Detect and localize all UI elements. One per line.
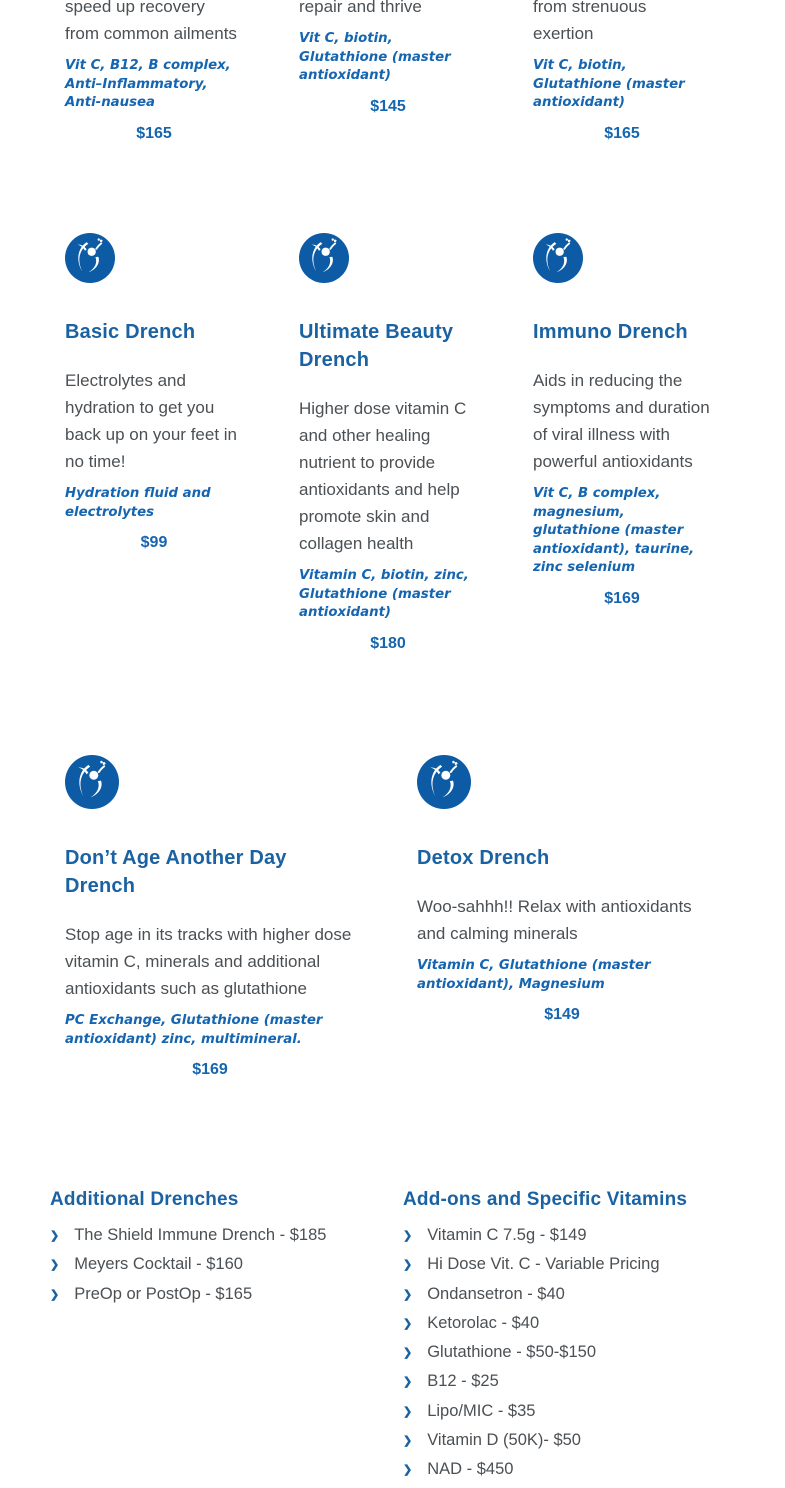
drench-cards-row-top-partial — [0, 0, 785, 143]
chevron-right-icon: ❯ — [403, 1317, 413, 1330]
drench-logo-icon — [65, 233, 115, 283]
list-item — [403, 1427, 756, 1456]
list-item — [403, 1222, 756, 1251]
chevron-right-icon: ❯ — [403, 1464, 413, 1477]
card-ingredients: Vit C, biotin, Glutathione (master antioxidant) — [299, 31, 451, 84]
list-item — [403, 1310, 756, 1339]
card-price: $149 — [544, 1006, 580, 1024]
card-title: Ultimate Beauty Drench — [299, 321, 454, 371]
drench-cards-row-main — [0, 233, 785, 653]
card-price: $165 — [604, 124, 640, 142]
card-price: $169 — [192, 1061, 228, 1079]
price-lists-section — [0, 1188, 785, 1486]
list-item-label: Vitamin D (50K)- $50 — [427, 1431, 581, 1450]
drench-card-partial-3 — [533, 0, 711, 143]
card-ingredients: Vitamin C, biotin, zinc, Glutathione (master antioxidant) — [299, 568, 469, 621]
list-item-label: PreOp or PostOp - $165 — [74, 1284, 253, 1303]
list-item — [50, 1281, 403, 1310]
card-ingredients: Vit C, B complex, magnesium, glutathione (master antioxidant), taurine, zinc selenium — [533, 486, 695, 576]
drench-logo-icon — [299, 233, 349, 283]
list-item-label: NAD - $450 — [427, 1460, 514, 1479]
card-title: Basic Drench — [65, 321, 196, 343]
card-price: $180 — [370, 634, 406, 652]
card-price: $145 — [370, 97, 406, 115]
drench-cards-row-wide — [0, 755, 785, 1079]
card-description: from strenuous exertion — [533, 0, 647, 43]
chevron-right-icon: ❯ — [50, 1288, 60, 1301]
drench-card-immuno — [533, 233, 711, 653]
chevron-right-icon: ❯ — [403, 1435, 413, 1448]
list-item — [403, 1368, 756, 1397]
drench-card-partial-2 — [299, 0, 477, 143]
card-description: Aids in reducing the symptoms and duration of viral illness with powerful antioxidants — [533, 371, 710, 471]
card-description: Electrolytes and hydration to get you back up on your feet in no time! — [65, 371, 238, 471]
card-title: Don’t Age Another Day Drench — [65, 847, 287, 897]
chevron-right-icon: ❯ — [50, 1259, 60, 1272]
list-item — [403, 1398, 756, 1427]
drench-card-dont-age — [65, 755, 355, 1079]
card-ingredients: Hydration fluid and electrolytes — [65, 486, 211, 520]
list-heading: Add-ons and Specific Vitamins — [403, 1189, 688, 1210]
list-item-label: Ketorolac - $40 — [427, 1313, 540, 1332]
drench-card-detox — [417, 755, 707, 1079]
chevron-right-icon: ❯ — [403, 1230, 413, 1242]
chevron-right-icon: ❯ — [403, 1259, 413, 1272]
card-title: Immuno Drench — [533, 321, 688, 343]
chevron-right-icon: ❯ — [403, 1376, 413, 1389]
drench-logo-icon — [417, 755, 471, 809]
list-heading: Additional Drenches — [50, 1189, 239, 1210]
card-ingredients: PC Exchange, Glutathione (master antioxidant) zinc, multimineral. — [65, 1013, 323, 1047]
list-item-label: Ondansetron - $40 — [427, 1284, 565, 1303]
chevron-right-icon: ❯ — [50, 1230, 60, 1242]
addons-vitamins-list — [403, 1188, 756, 1486]
card-description: Stop age in its tracks with higher dose vitamin C, minerals and additional antioxidants such as glutathione — [65, 925, 352, 998]
drench-card-basic — [65, 233, 243, 653]
card-ingredients: Vit C, biotin, Glutathione (master antioxidant) — [533, 58, 685, 111]
drench-logo-icon — [533, 233, 583, 283]
list-item-label: The Shield Immune Drench - $185 — [74, 1226, 327, 1244]
list-item-label: Meyers Cocktail - $160 — [74, 1255, 243, 1274]
card-price: $165 — [136, 124, 172, 142]
card-ingredients: Vitamin C, Glutathione (master antioxidant), Magnesium — [417, 958, 651, 992]
card-price: $99 — [140, 534, 168, 552]
card-title: Detox Drench — [417, 847, 550, 869]
chevron-right-icon: ❯ — [403, 1347, 413, 1360]
chevron-right-icon: ❯ — [403, 1288, 413, 1301]
card-ingredients: Vit C, B12, B complex, Anti–Inflammatory, Anti-nausea — [65, 58, 231, 111]
drench-logo-icon — [65, 755, 119, 809]
list-item — [50, 1222, 403, 1251]
drench-card-ultimate-beauty — [299, 233, 477, 653]
list-item — [403, 1456, 756, 1485]
list-item-label: Lipo/MIC - $35 — [427, 1401, 536, 1420]
list-item — [50, 1251, 403, 1280]
list-item — [403, 1251, 756, 1280]
list-item-label: B12 - $25 — [427, 1372, 499, 1391]
card-description: Woo-sahhh!! Relax with antioxidants and calming minerals — [417, 897, 692, 943]
list-item — [403, 1281, 756, 1310]
list-item-label: Vitamin C 7.5g - $149 — [427, 1226, 587, 1244]
additional-drenches-list — [50, 1188, 403, 1486]
list-item-label: Glutathione - $50-$150 — [427, 1343, 597, 1362]
chevron-right-icon: ❯ — [403, 1405, 413, 1418]
list-item — [403, 1339, 756, 1368]
card-description: speed up recovery from common ailments — [65, 0, 237, 43]
card-description: repair and thrive — [299, 0, 422, 16]
drench-card-partial-1 — [65, 0, 243, 143]
card-description: Higher dose vitamin C and other healing nutrient to provide antioxidants and help promote skin and collagen health — [299, 399, 467, 553]
card-price: $169 — [604, 589, 640, 607]
list-item-label: Hi Dose Vit. C - Variable Pricing — [427, 1255, 660, 1274]
